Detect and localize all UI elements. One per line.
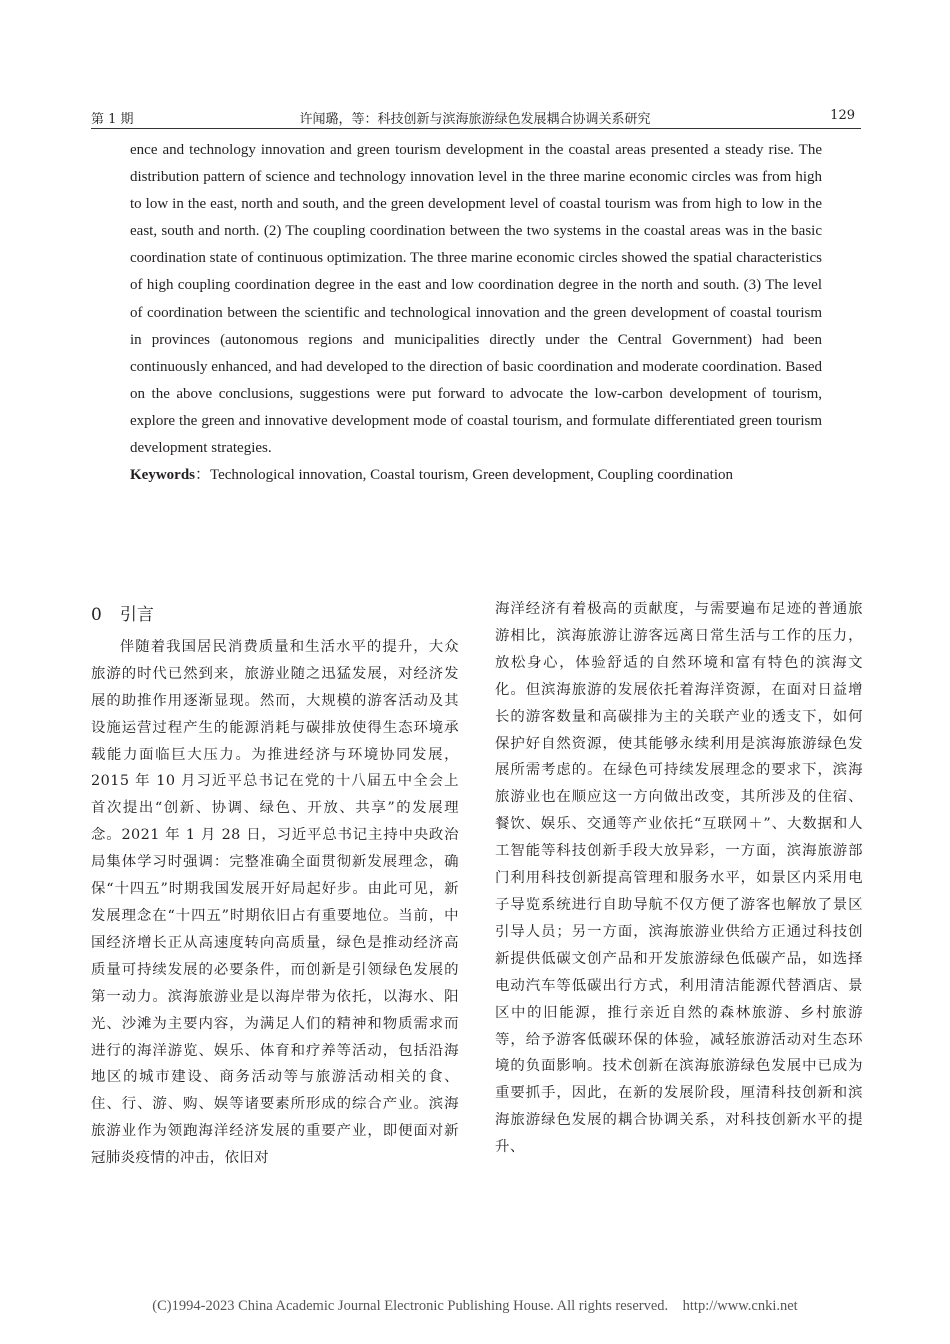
abstract-text: ence and technology innovation and green tourism development in the coastal areas presented a steady rise. The distribution pattern of science and technology innovation level in the three marine economic circles was from high to low in the east, north and south, and the green development level of coastal tourism was from high to low in the east, south and north. (2) The coupling coordination between the two systems in the coastal areas was in the basic coordination state of continuous optimization. The three marine economic circles showed the spatial characteristics of high coupling coordination degree in the east and low coordination degree in the north and south. (3) The level of coordination between the scientific and technological innovation and the green development of coastal tourism in provinces (autonomous regions and municipalities directly under the Central Government) had been continuously enhanced, and had developed to the direction of basic coordination and moderate coordination. Based on the above conclusions, suggestions were put forward to advocate the low-carbon development of tourism, explore the green and innovative development mode of coastal tourism, and formulate differentiated green tourism development strategies. [130,142,822,457]
keywords-text: ：Technological innovation, Coastal tourism, Green development, Coupling coordination [195,467,734,484]
left-column [91,602,459,1172]
page-number: 129 [830,108,855,123]
header-rule [91,128,861,129]
running-title: 许闻璐，等：科技创新与滨海旅游绿色发展耦合协调关系研究 [299,112,651,127]
section-number: 0 [91,605,102,625]
right-column [495,596,863,1161]
body-paragraph-continued: 海洋经济有着极高的贡献度，与需要遍布足迹的普通旅游相比，滨海旅游让游客远离日常生活与工作的压力，放松身心，体验舒适的自然环境和富有特色的滨海文化。但滨海旅游的发展依托着海洋资源，在面对日益增长的游客数量和高碳排为主的关联产业的透支下，如何保护好自然资源，使其能够永续利用是滨海旅游绿色发展所需考虑的。在绿色可持续发展理念的要求下，滨海旅游业也在顺应这一方向做出改变，其所涉及的住宿、餐饮、娱乐、交通等产业依托“互联网＋”、大数据和人工智能等科技创新手段大放异彩，一方面，滨海旅游部门利用科技创新提高管理和服务水平，如景区内采用电子导览系统进行自助导航不仅方便了游客也解放了景区引导人员；另一方面，滨海旅游业供给方正通过科技创新提供低碳文创产品和开发旅游绿色低碳产品，如选择电动汽车等低碳出行方式，利用清洁能源代替酒店、景区中的旧能源，推行亲近自然的森林旅游、乡村旅游等，给予游客低碳环保的体验，减轻旅游活动对生态环境的负面影响。技术创新在滨海旅游绿色发展中已成为重要抓手，因此，在新的发展阶段，厘清科技创新和滨海旅游绿色发展的耦合协调关系，对科技创新水平的提升、 [495,601,863,1156]
footer-copyright: (C)1994-2023 China Academic Journal Electronic Publishing House. All rights reserved. [152,1298,669,1314]
abstract-block [130,137,822,489]
section-heading [91,602,459,629]
section-title: 引言 [119,605,154,625]
issue-number: 第 1 期 [91,112,134,127]
keywords-line [130,462,822,489]
footer [0,1298,950,1315]
footer-url[interactable]: http://www.cnki.net [682,1298,798,1314]
keywords-label: Keywords [130,467,195,484]
body-paragraph: 伴随着我国居民消费质量和生活水平的提升，大众旅游的时代已然到来，旅游业随之迅猛发展，对经济发展的助推作用逐渐显现。然而，大规模的游客活动及其设施运营过程产生的能源消耗与碳排放使得生态环境承载能力面临巨大压力。为推进经济与环境协同发展，2015 年 10 月习近平总书记在党的十八届五中全会上首次提出“创新、协调、绿色、开放、共享”的发展理念。2021 年 1 月 28 日，习近平总书记主持中央政治局集体学习时强调：完整准确全面贯彻新发展理念，确保“十四五”时期我国发展开好局起好步。由此可见，新发展理念在“十四五”时期依旧占有重要地位。当前，中国经济增长正从高速度转向高质量，绿色是推动经济高质量可持续发展的必要条件，而创新是引领绿色发展的第一动力。滨海旅游业是以海岸带为依托，以海水、阳光、沙滩为主要内容，为满足人们的精神和物质需求而进行的海洋游览、娱乐、体育和疗养等活动，包括沿海地区的城市建设、商务活动等与旅游活动相关的食、住、行、游、购、娱等诸要素所形成的综合产业。滨海旅游业作为领跑海洋经济发展的重要产业，即便面对新冠肺炎疫情的冲击，依旧对 [91,638,459,1167]
